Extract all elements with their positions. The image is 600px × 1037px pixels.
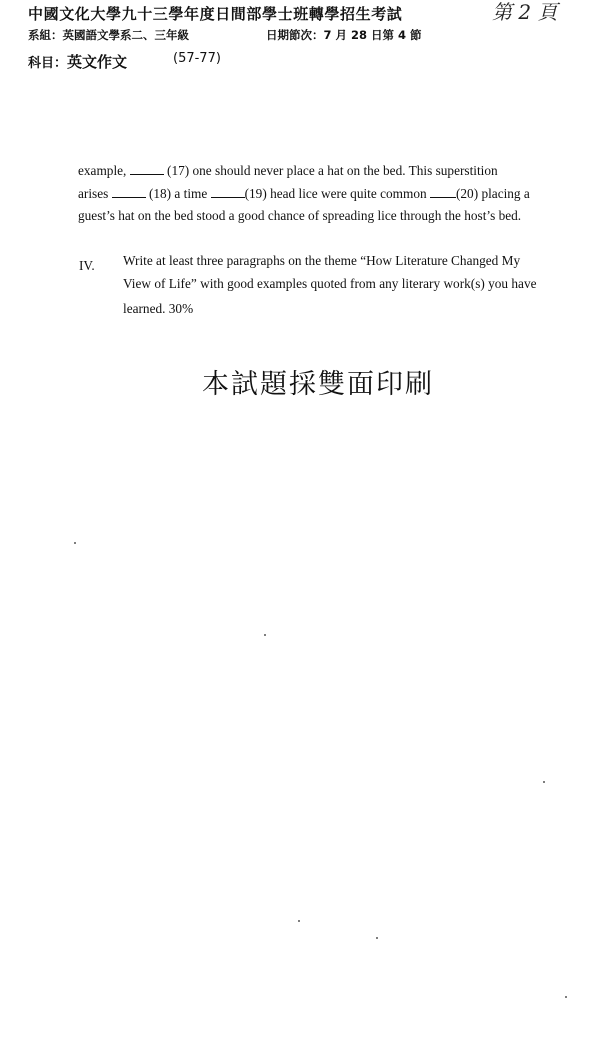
- subject-value: 英文作文: [67, 53, 128, 71]
- scan-speck: [543, 781, 545, 783]
- passage-line-2: [78, 186, 530, 202]
- subject-code: (57-77): [173, 51, 221, 66]
- question-number: IV.: [79, 258, 95, 273]
- blank-18: [112, 186, 146, 198]
- passage-text: example,: [78, 163, 127, 178]
- passage-line-1: [78, 163, 498, 179]
- subject-row: [28, 51, 221, 72]
- page-mark: 第 2 頁: [492, 0, 558, 24]
- blank-20: [430, 186, 456, 198]
- exam-title: 中國文化大學九十三學年度日間部學士班轉學招生考試: [28, 5, 403, 23]
- scan-speck: [376, 937, 378, 939]
- passage-text: (17) one should never place a hat on the bed. This superstition: [167, 163, 498, 178]
- blank-19: [211, 186, 245, 198]
- passage-text: (20) placing a: [455, 186, 530, 201]
- scan-speck: [298, 920, 300, 922]
- double-sided-notice: 本試題採雙面印刷: [202, 369, 434, 400]
- passage-text: arises: [78, 186, 109, 201]
- question-line-1: Write at least three paragraphs on the theme “How Literature Changed My: [123, 253, 521, 268]
- scan-speck: [74, 542, 76, 544]
- question-line-2: View of Life” with good examples quoted from any literary work(s) you have: [123, 276, 537, 291]
- scan-speck: [264, 634, 266, 636]
- date-label: 日期節次：7 月 28 日第 4 節: [266, 28, 422, 42]
- department-label: 系組：英國語文學系二、三年級: [28, 28, 189, 42]
- department-row: [28, 27, 422, 43]
- subject-label: 科目：: [28, 56, 68, 71]
- question-line-3: learned. 30%: [123, 301, 194, 316]
- scan-speck: [565, 996, 567, 998]
- passage-line-3: guest’s hat on the bed stood a good chance of spreading lice through the host’s bed.: [78, 208, 522, 223]
- passage-text: (19) head lice were quite common: [244, 186, 427, 201]
- blank-17: [130, 163, 164, 175]
- passage-text: (18) a time: [148, 186, 208, 201]
